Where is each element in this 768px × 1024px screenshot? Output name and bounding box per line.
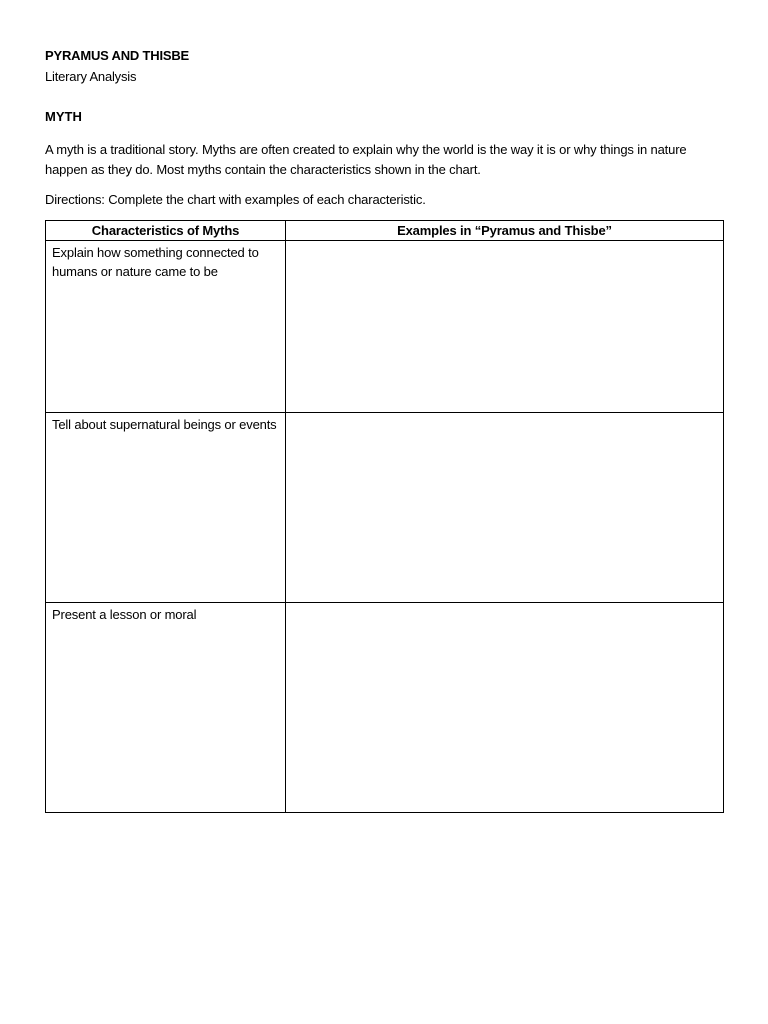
characteristic-cell: Present a lesson or moral bbox=[46, 603, 286, 813]
table-row bbox=[46, 241, 724, 413]
intro-paragraph: A myth is a traditional story. Myths are often created to explain why the world is the way it is or why things in nature happen as they do. Most myths contain the characteristics shown in the chart. bbox=[45, 142, 687, 177]
example-answer-cell[interactable] bbox=[286, 603, 724, 813]
characteristic-cell: Explain how something connected to humans or nature came to be bbox=[46, 241, 286, 413]
myth-characteristics-chart bbox=[45, 220, 724, 813]
table-row bbox=[46, 603, 724, 813]
table-row bbox=[46, 413, 724, 603]
section-heading: MYTH bbox=[45, 109, 82, 124]
characteristic-cell: Tell about supernatural beings or events bbox=[46, 413, 286, 603]
chart-header-row bbox=[46, 221, 724, 241]
document-subtitle: Literary Analysis bbox=[45, 69, 137, 84]
document-title: PYRAMUS AND THISBE bbox=[45, 48, 189, 63]
header-characteristics: Characteristics of Myths bbox=[46, 221, 286, 241]
example-answer-cell[interactable] bbox=[286, 241, 724, 413]
example-answer-cell[interactable] bbox=[286, 413, 724, 603]
directions-text: Directions: Complete the chart with examples of each characteristic. bbox=[45, 192, 426, 207]
header-examples: Examples in “Pyramus and Thisbe” bbox=[286, 221, 724, 241]
